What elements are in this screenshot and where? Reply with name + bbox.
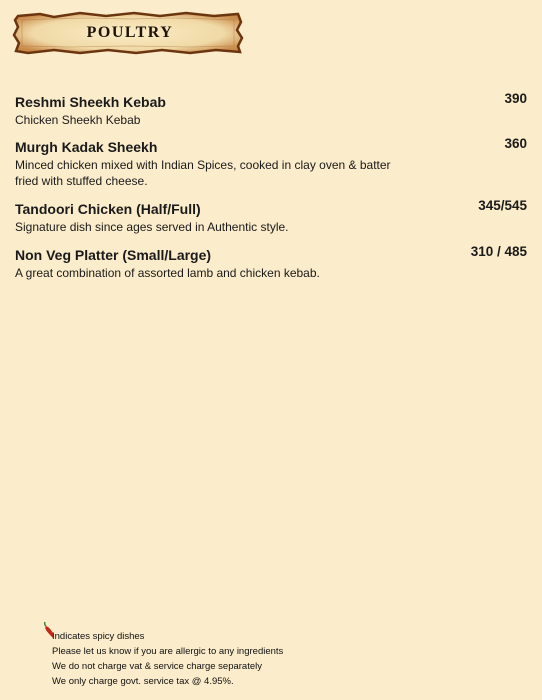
item-description: Minced chicken mixed with Indian Spices, cooked in clay oven & batter fried with stuffed cheese.: [15, 158, 391, 188]
menu-item: [15, 244, 527, 281]
allergy-note: Please let us know if you are allergic to any ingredients: [52, 646, 284, 657]
item-description: Chicken Sheekh Kebab: [15, 113, 141, 127]
item-name: Reshmi Sheekh Kebab: [15, 94, 166, 110]
section-banner: [10, 10, 246, 56]
section-title: POULTRY: [86, 24, 174, 41]
menu-item: [15, 136, 527, 189]
spicy-note: Indicates spicy dishes: [52, 631, 145, 642]
item-description: A great combination of assorted lamb and chicken kebab.: [15, 266, 320, 280]
tax-note: We only charge govt. service tax @ 4.95%.: [52, 676, 234, 687]
item-name: Murgh Kadak Sheekh: [15, 139, 158, 155]
footer-notes: [52, 629, 283, 689]
item-price: 360: [504, 136, 527, 151]
item-price: 310 / 485: [470, 244, 527, 259]
menu-item: [15, 91, 527, 128]
item-description: Signature dish since ages served in Authentic style.: [15, 220, 289, 234]
vat-note: We do not charge vat & service charge separately: [52, 661, 262, 672]
item-name: Tandoori Chicken (Half/Full): [15, 201, 201, 217]
menu-item: [15, 198, 527, 235]
item-price: 390: [504, 91, 527, 106]
item-price: 345/545: [478, 198, 527, 213]
item-name: Non Veg Platter (Small/Large): [15, 247, 212, 263]
